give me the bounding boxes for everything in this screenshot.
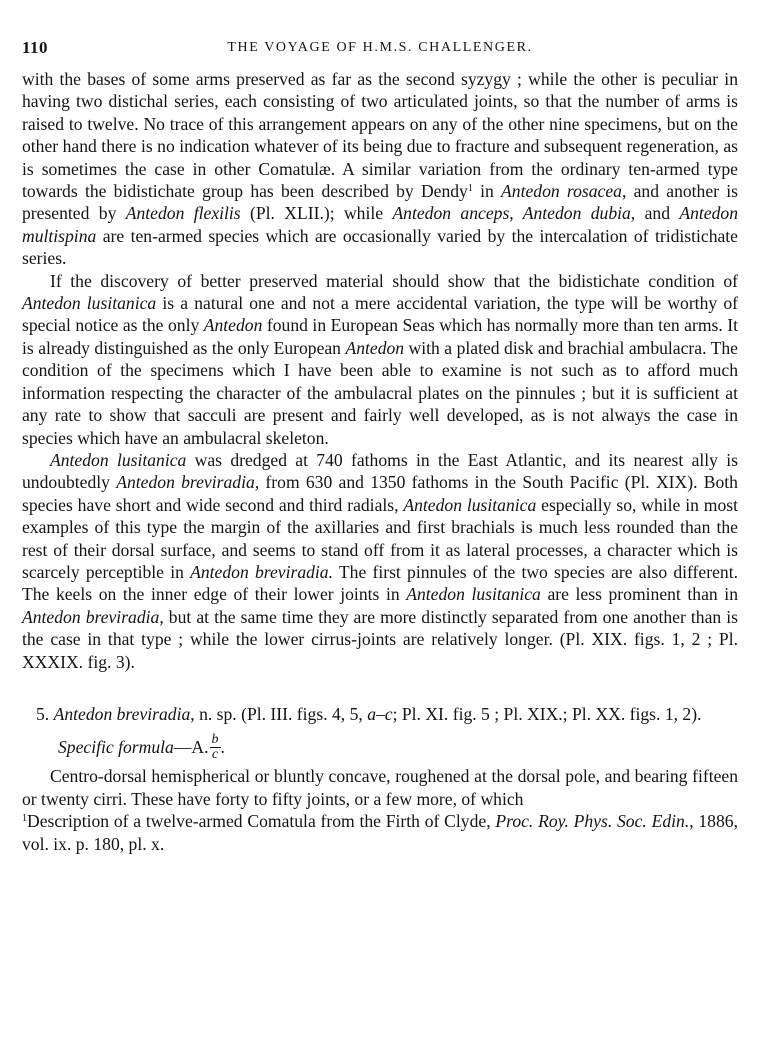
species-description: Centro-dorsal hemispherical or bluntly concave, roughened at the dorsal pole, and bearing fifteen or twenty cirri. These have forty to fifty joints, or a few more, of which [22, 766, 738, 809]
footnote [22, 810, 738, 855]
species-name: Antedon lusitanica [406, 584, 541, 605]
body-text [22, 68, 738, 855]
paragraph-2 [22, 270, 738, 449]
running-title: THE VOYAGE OF H.M.S. CHALLENGER. [227, 40, 533, 55]
text-span: and [635, 203, 680, 224]
text-span: are less prominent than in [540, 584, 738, 605]
species-heading [22, 703, 738, 725]
species-name: Antedon rosacea [501, 181, 622, 202]
text-span: , and another is presented by [22, 181, 738, 224]
species-name: Antedon lusitanica [22, 293, 157, 314]
text-span: The first pinnules of the two species are also different. The keels on the inner edge of their lower joints in [22, 561, 738, 605]
species-name: Antedon breviradia, [116, 472, 260, 493]
page [22, 38, 738, 855]
page-number: 110 [22, 38, 49, 57]
footnote-journal: Proc. Roy. Phys. Soc. Edin. [495, 811, 690, 832]
species-name: Antedon lusitanica [403, 494, 537, 515]
species-name: Antedon flexilis [125, 203, 241, 224]
genus-name: Antedon [203, 315, 263, 336]
text-span: found in European Seas which has normally more than ten arms. It is already distinguished as the only European [22, 315, 738, 358]
species-number: 5. [36, 703, 50, 724]
formula-label: Specific formula [58, 737, 174, 758]
genus-name: Antedon [345, 337, 405, 358]
text-span: If the discovery of better preserved material should show that the bidistichate condition of [50, 270, 738, 291]
text-span: (Pl. XLII.); while [240, 203, 393, 224]
species-refs-end: ; Pl. XI. fig. 5 ; Pl. XIX.; Pl. XX. figs. 1, 2). [392, 703, 702, 724]
species-section [22, 703, 738, 810]
formula-numerator: b [211, 731, 219, 747]
footnote-text: Description of a twelve-armed Comatula from the Firth of Clyde, [27, 811, 496, 832]
species-name: Antedon breviradia. [190, 561, 333, 582]
species-refs: , n. sp. (Pl. III. figs. 4, 5, [190, 703, 368, 724]
species-refs-italic: a–c [367, 703, 393, 724]
formula-denominator: c [211, 746, 219, 762]
text-span: with a plated disk and brachial ambulacra. The condition of the specimens which I have been able to examine is not such as to afford much information respecting the character of the ambulacral plates on the pinnules ; but it is sufficient at any rate to show that sacculi are present and fairly well developed, as is not always the case in species which have an ambulacral skeleton. [22, 337, 738, 448]
formula-end: . [220, 737, 225, 758]
text-span: with the bases of some arms preserved as far as the second syzygy ; while the other is peculiar in having two distichal series, each consisting of two articulated joints, so that the number of arms is raised to twelve. No trace of this arrangement appears on any of the other nine specimens, but on the other hand there is no indication whatever of its being due to fracture and subsequent regeneration, as is sometimes the case in other Comatulæ. A similar variation from the ordinary ten-armed type towards the bidistichate group has been described by Dendy [22, 69, 738, 202]
footnote-mark: 1 [22, 813, 27, 825]
text-span: especially so, while in most examples of this type the margin of the axillaries and first brachials is much less rounded than the rest of their dorsal surface, and seems to stand off from it as lateral processes, a character which is scarcely perceptible in [22, 494, 738, 582]
specific-formula [58, 729, 738, 765]
paragraph-3 [22, 449, 738, 673]
paragraph-1 [22, 68, 738, 270]
text-span: but at the same time they are more distinctly separated from one another than is the case in that type ; while the lower cirrus-joints are relatively longer. (Pl. XIX. figs. 1, 2 ; Pl. XXXIX. fig. 3). [22, 606, 738, 672]
text-span: was dredged at 740 fathoms in the East Atlantic, and its nearest ally is undoubtedly [22, 449, 738, 493]
text-span: are ten-armed species which are occasionally varied by the intercalation of tridistichate series. [22, 225, 738, 269]
text-span: in [472, 181, 502, 202]
page-header [22, 38, 738, 68]
formula-fraction [210, 733, 221, 762]
species-name: Antedon breviradia, [22, 606, 164, 627]
species-name: Antedon multispina [22, 203, 738, 246]
text-span: is a natural one and not a mere accidental variation, the type will be worthy of special notice as the only [22, 293, 738, 336]
footnote-ref: 1 [467, 183, 473, 195]
formula-prefix: —A. [173, 737, 209, 758]
footnote-rest: , 1886, vol. ix. p. 180, pl. x. [22, 811, 738, 854]
species-name: Antedon breviradia [53, 703, 191, 724]
text-span: from 630 and 1350 fathoms in the South Pacific (Pl. XIX). Both species have short and wide second and third radials, [22, 472, 738, 515]
species-name: Antedon lusitanica [50, 449, 187, 470]
species-name: Antedon anceps, Antedon dubia, [392, 203, 636, 224]
